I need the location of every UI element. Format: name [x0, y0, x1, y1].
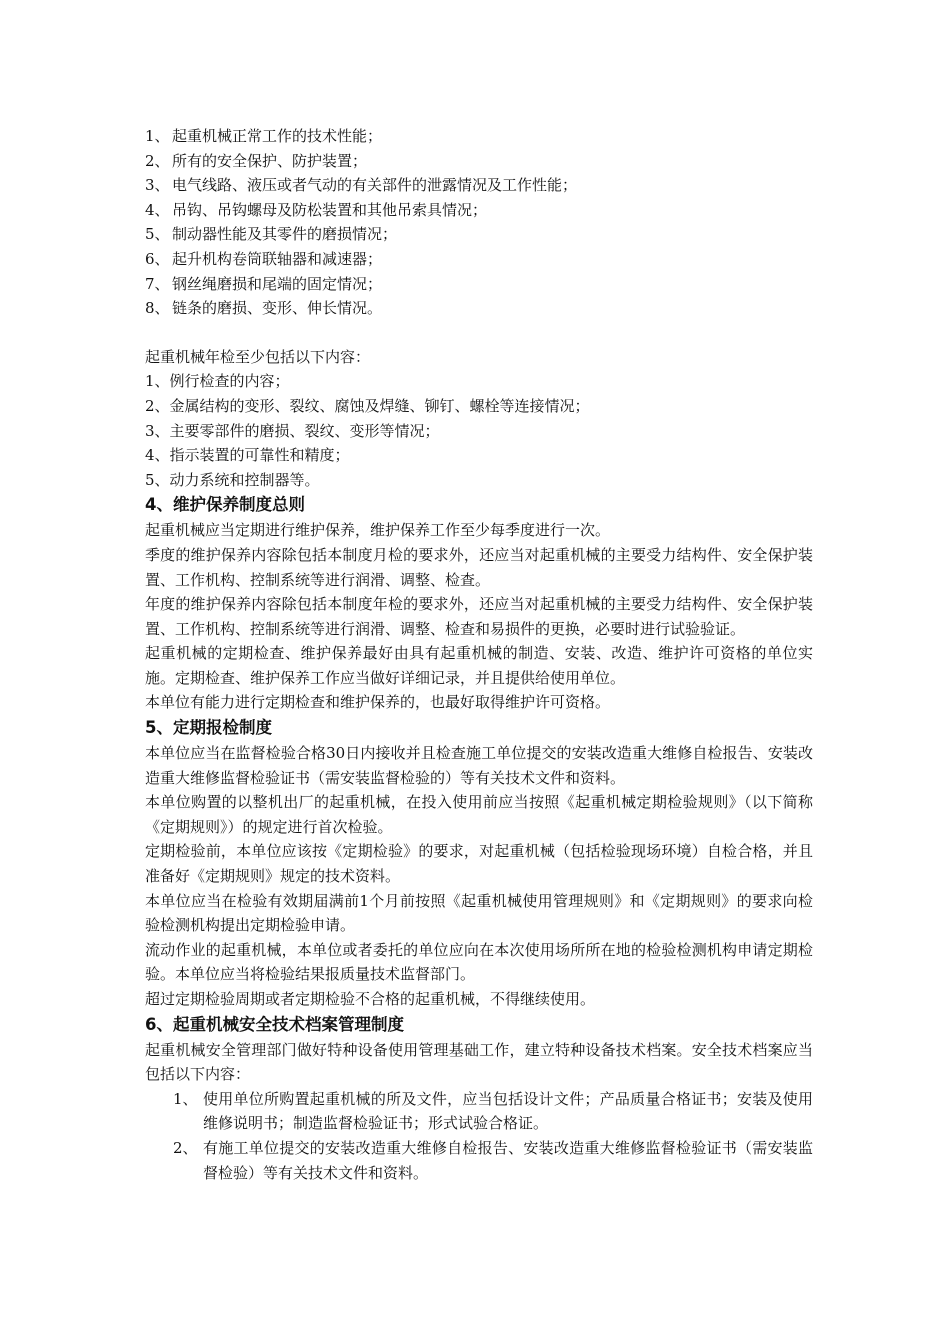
paragraph: 本单位应当在监督检验合格30日内接收并且检查施工单位提交的安装改造重大维修自检报告、安装改造重大维修监督检验证书（需安装监督检验的）等有关技术文件和资料。 [145, 744, 813, 787]
section-heading: 6、起重机械安全技术档案管理制度 [145, 1014, 404, 1034]
section-heading: 5、定期报检制度 [145, 718, 272, 738]
list-item: 4、 吊钩、吊钩螺母及防松装置和其他吊索具情况； [145, 200, 488, 219]
list-item: 1、 使用单位所购置起重机械的所及文件，应当包括设计文件；产品质量合格证书；安装及使用维修说明书；制造监督检验证书；形式试验合格证。 [173, 1089, 813, 1133]
paragraph: 起重机械应当定期进行维护保养，维护保养工作至少每季度进行一次。 [145, 521, 611, 540]
paragraph: 起重机械的定期检查、维护保养最好由具有起重机械的制造、安装、改造、维护许可资格的单位实施。定期检查、维护保养工作应当做好详细记录，并且提供给使用单位。 [145, 644, 813, 687]
section-heading: 4、维护保养制度总则 [145, 495, 305, 515]
list-item: 4、指示装置的可靠性和精度； [145, 446, 350, 465]
list-item: 1、例行检查的内容； [145, 372, 290, 391]
paragraph: 本单位应当在检验有效期届满前1个月前按照《起重机械使用管理规则》和《定期规则》的要求向检验检测机构提出定期检验申请。 [145, 891, 813, 935]
paragraph: 本单位购置的以整机出厂的起重机械，在投入使用前应当按照《起重机械定期检验规则》（以下简称《定期规则》）的规定进行首次检验。 [145, 793, 813, 836]
list-item: 2、 有施工单位提交的安装改造重大维修自检报告、安装改造重大维修监督检验证书（需安装监督检验）等有关技术文件和资料。 [173, 1138, 813, 1182]
annual-intro: 起重机械年检至少包括以下内容： [145, 347, 371, 366]
paragraph: 本单位有能力进行定期检查和维护保养的，也最好取得维护许可资格。 [145, 693, 611, 712]
section-4 [145, 492, 813, 715]
spacer [145, 321, 813, 345]
list-item: 1、 起重机械正常工作的技术性能； [145, 127, 383, 145]
section-6 [145, 1012, 813, 1186]
paragraph: 定期检验前，本单位应该按《定期检验》的要求，对起重机械（包括检验现场环境）自检合格，并且准备好《定期规则》规定的技术资料。 [145, 842, 813, 886]
document-body [145, 124, 813, 1185]
list-item: 3、 电气线路、液压或者气动的有关部件的泄露情况及工作性能； [145, 176, 578, 195]
list-item: 3、主要零部件的磨损、裂纹、变形等情况； [145, 421, 440, 440]
list-item: 6、 起升机构卷筒联轴器和减速器； [145, 249, 383, 268]
list-item: 8、 链条的磨损、变形、伸长情况。 [145, 299, 383, 318]
paragraph: 流动作业的起重机械，本单位或者委托的单位应向在本次使用场所所在地的检验检测机构申请定期检验。本单位应当将检验结果报质量技术监督部门。 [145, 940, 813, 984]
paragraph: 超过定期检验周期或者定期检验不合格的起重机械，不得继续使用。 [145, 990, 596, 1008]
list-item: 5、 制动器性能及其零件的磨损情况； [145, 225, 398, 244]
paragraph: 年度的维护保养内容除包括本制度年检的要求外，还应当对起重机械的主要受力结构件、安全保护装置、工作机构、控制系统等进行润滑、调整、检查和易损件的更换，必要时进行试验验证。 [145, 595, 813, 638]
inspection-list [145, 124, 813, 321]
paragraph: 季度的维护保养内容除包括本制度月检的要求外，还应当对起重机械的主要受力结构件、安全保护装置、工作机构、控制系统等进行润滑、调整、检查。 [145, 545, 813, 589]
paragraph: 起重机械安全管理部门做好特种设备使用管理基础工作，建立特种设备技术档案。安全技术档案应当包括以下内容： [145, 1040, 813, 1084]
list-item: 5、动力系统和控制器等。 [145, 470, 320, 489]
list-item: 2、 所有的安全保护、防护装置； [145, 151, 368, 170]
list-item: 7、 钢丝绳磨损和尾端的固定情况； [145, 274, 383, 293]
annual-inspection [145, 345, 813, 493]
section-5 [145, 715, 813, 1012]
list-item: 2、金属结构的变形、裂纹、腐蚀及焊缝、铆钉、螺栓等连接情况； [145, 396, 590, 415]
